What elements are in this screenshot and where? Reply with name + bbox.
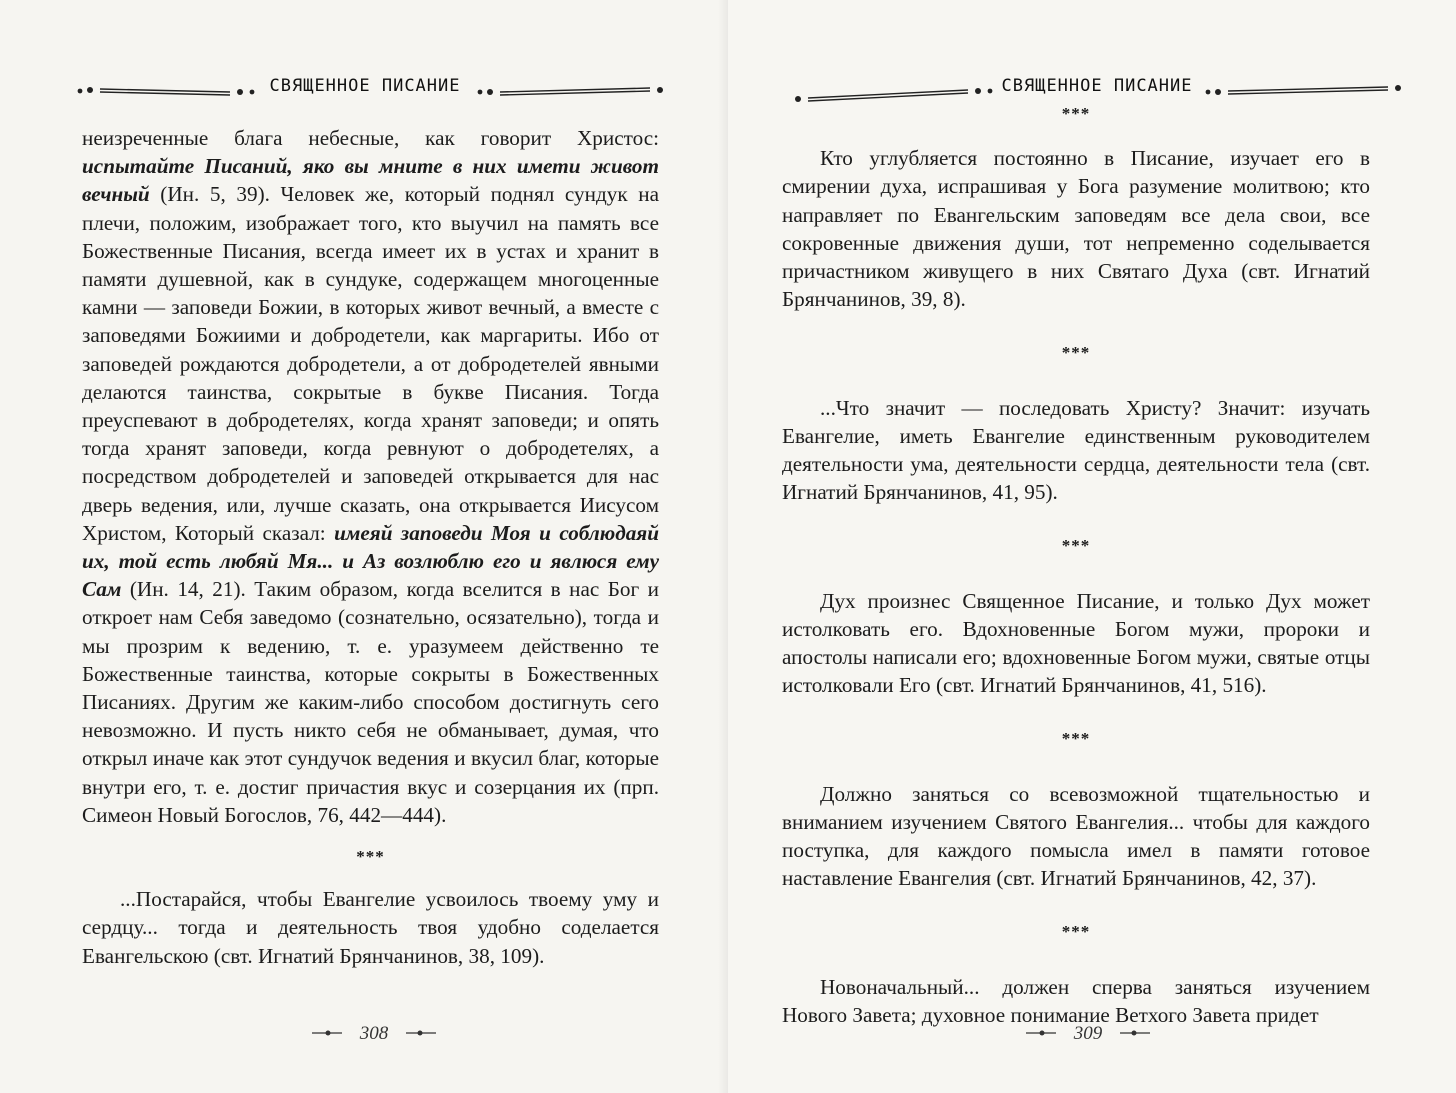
section-separator: *** xyxy=(1061,343,1091,363)
paragraph: Новоначальный... должен сперва заняться изучением Нового Завета; духовное понимание Ветхого Завета придет xyxy=(782,974,1370,1027)
right-page xyxy=(728,0,1456,1093)
paragraph: Дух произнес Священное Писание, и только Дух может истолковать его. Вдохновенные Богом мужи, пророки и апостолы написали его; вдохновенные Богом мужи, святые отцы истолковали Его (свт. Игнатий Брянчанинов, 41, 516). xyxy=(782,588,1370,698)
section-separator: *** xyxy=(1061,536,1091,556)
running-head-title: СВЯЩЕННОЕ ПИСАНИЕ xyxy=(1001,76,1193,96)
paragraph: ...Постарайся, чтобы Евангелие усвоилось твоему уму и сердцу... тогда и деятельность твоя удобно соделается Евангельскою (свт. Игнатий Брянчанинов, 38, 109). xyxy=(82,887,659,968)
right-body-text xyxy=(782,100,1370,1029)
section-separator: *** xyxy=(1061,104,1091,123)
paragraph: Должно заняться со всевозможной тщательностью и вниманием изучением Святого Евангелия... чтобы для каждого поступка, для каждого помысла имел в памяти готовое наставление Евангелия (свт. Игнатий Брянчанинов, 42, 37). xyxy=(782,781,1370,891)
page-number: 308 xyxy=(304,1018,444,1048)
section-separator: *** xyxy=(1061,729,1091,749)
section-separator: *** xyxy=(1061,922,1091,942)
running-head-title: СВЯЩЕННОЕ ПИСАНИЕ xyxy=(269,76,461,96)
section-separator: *** xyxy=(356,847,385,867)
page-number: 309 xyxy=(1018,1018,1158,1048)
left-body-text xyxy=(82,124,659,970)
running-head-left xyxy=(60,70,670,110)
paragraph: ...Что значит — последовать Христу? Значит: изучать Евангелие, иметь Евангелие единственным руководителем деятельности ума, деятельности сердца, деятельности тела (свт. Игнатий Брянчанинов, 41, 95). xyxy=(782,395,1370,505)
paragraph: Кто углубляется постоянно в Писание, изучает его в смирении духа, испрашивая у Бога разумение молитвою; кто направляет по Евангельским заповедям все дела свои, все сокровенные движения души, тот непременно соделывается причастником живущего в них Святаго Духа (свт. Игнатий Брянчанинов, 39, 8). xyxy=(782,146,1370,312)
paragraph: неизреченные блага небесные, как говорит Христос: испытайте Писаний, яко вы мните в них имети живот вечный (Ин. 5, 39). Человек же, который поднял сундук на плечи, положим, изображает того, кто выучил на память все Божественные Писания, всегда имеет их в устах и хранит в памяти душевной, как в сундуке, содержащем многоценные камни — заповеди Божии, в которых живот вечный, а вместе с заповедями Божиими и добродетели, как маргариты. Ибо от заповедей рождаются добродетели, а от добродетелей явными делаются таинства, сокрытые в букве Писания. Тогда преуспевают в добродетелях, когда хранят заповеди; и опять тогда хранят заповеди, когда ревнуют о добродетелях, а посредством добродетелей и заповедей открывается для нас дверь ведения, или, лучше сказать, она открывается Иисусом Христом, Который сказал: имеяй заповеди Моя и соблюдаяй их, той есть любяй Мя... и Аз возлюблю его и явлюся ему Сам (Ин. 14, 21). Таким образом, когда вселится в нас Бог и откроет нам Себя заведомо (сознательно, осязательно), тогда и мы прозрим к ведению, т. е. уразумеем действенно те Божественные таинства, которые сокрыты в Божественных Писаниях. Другим же каким-либо способом достигнуть сего невозможно. И пусть никто себя не обманывает, думая, что открыл иначе как этот сундучок ведения и вкусил благ, которые внутри его, т. е. достиг причастия вкус и созерцания их (прп. Симеон Новый Богослов, 76, 442—444). xyxy=(82,126,660,827)
